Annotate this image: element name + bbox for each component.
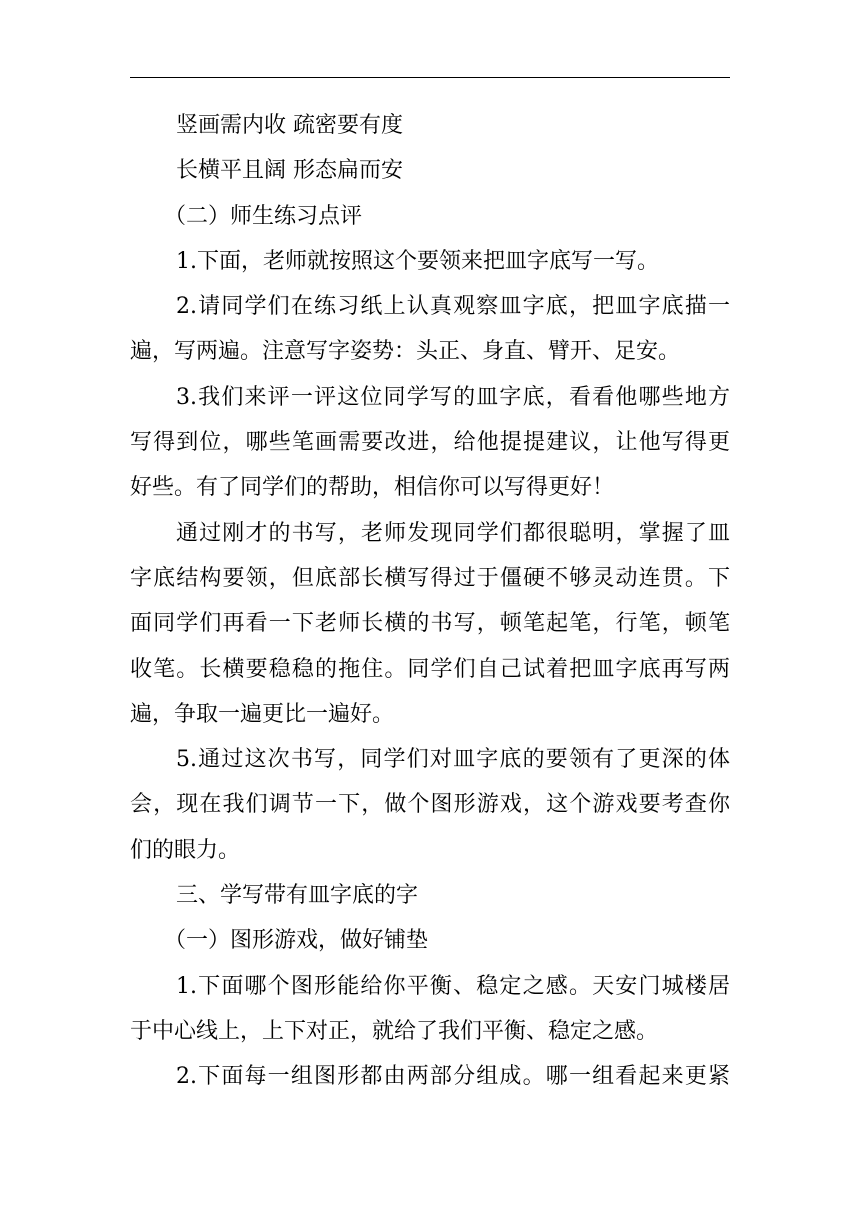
paragraph-line: 收笔。长横要稳稳的拖住。同学们自己试着把皿字底再写两: [130, 656, 730, 682]
paragraph-line: 于中心线上，上下对正，就给了我们平衡、稳定之感。: [130, 1018, 659, 1044]
paragraph-line: 通过刚才的书写，老师发现同学们都很聪明，掌握了皿: [176, 520, 730, 546]
header-rule: [130, 77, 730, 78]
paragraph-line: 1.下面哪个图形能给你平衡、稳定之感。天安门城楼居: [176, 973, 730, 999]
paragraph-line: 字底结构要领，但底部长横写得过于僵硬不够灵动连贯。下: [130, 565, 730, 591]
document-body: [130, 103, 730, 1100]
section-heading: （一）图形游戏，做好铺垫: [164, 928, 429, 954]
section-heading: 三、学写带有皿字底的字: [176, 883, 419, 909]
section-heading: （二）师生练习点评: [164, 203, 363, 229]
text-line: 长横平且阔 形态扁而安: [176, 158, 403, 184]
paragraph-line: 好些。有了同学们的帮助，相信你可以写得更好！: [130, 475, 615, 501]
paragraph-line: 3.我们来评一评这位同学写的皿字底，看看他哪些地方: [176, 384, 730, 410]
paragraph-line: 会，现在我们调节一下，做个图形游戏，这个游戏要考查你: [130, 792, 730, 818]
paragraph-line: 2.下面每一组图形都由两部分组成。哪一组看起来更紧: [176, 1064, 730, 1090]
paragraph-line: 们的眼力。: [130, 837, 241, 863]
paragraph-line: 5.通过这次书写，同学们对皿字底的要领有了更深的体: [176, 747, 730, 773]
paragraph-line: 写得到位，哪些笔画需要改进，给他提提建议，让他写得更: [130, 430, 730, 456]
paragraph-line: 2.请同学们在练习纸上认真观察皿字底，把皿字底描一: [176, 294, 730, 320]
paragraph-line: 面同学们再看一下老师长横的书写，顿笔起笔，行笔，顿笔: [130, 611, 730, 637]
paragraph-line: 遍，争取一遍更比一遍好。: [130, 701, 395, 727]
text-line: 竖画需内收 疏密要有度: [176, 113, 403, 138]
paragraph-line: 遍，写两遍。注意写字姿势：头正、身直、臂开、足安。: [130, 339, 681, 365]
paragraph-line: 1.下面，老师就按照这个要领来把皿字底写一写。: [176, 248, 659, 274]
